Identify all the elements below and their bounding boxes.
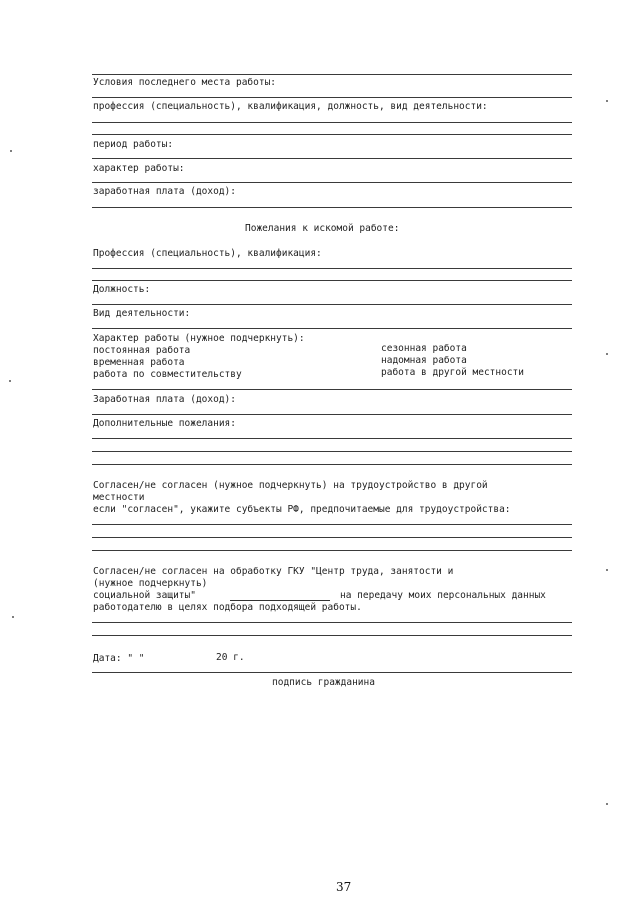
last-job-heading: Условия последнего места работы: [93,77,277,88]
relocation-line-2: местности [93,492,145,503]
scan-speck [606,569,608,571]
consent-line-2: (нужное подчеркнуть) [93,578,208,589]
option-permanent[interactable]: постоянная работа [93,345,191,356]
rule [92,122,572,123]
rule [92,207,572,208]
rule [92,537,572,538]
rule [92,524,572,525]
rule [92,158,572,159]
rule [92,134,572,135]
wishes-profession-label: Профессия (специальность), квалификация: [93,248,322,259]
last-job-salary-label: заработная плата (доход): [93,186,236,197]
rule [92,268,572,269]
rule [92,328,572,329]
signature-caption: подпись гражданина [272,677,375,688]
rule [92,550,572,551]
wishes-character-heading: Характер работы (нужное подчеркнуть): [93,333,305,344]
date-label: Дата: " " [93,653,145,664]
rule [92,97,572,98]
option-other-location[interactable]: работа в другой местности [381,367,524,378]
consent-line-4: работодателю в целях подбора подходящей работы. [93,602,362,613]
scan-speck [606,803,608,805]
last-job-period-label: период работы: [93,139,174,150]
relocation-line-1: Согласен/не согласен (нужное подчеркнуть) на трудоустройство в другой [93,480,488,491]
wishes-salary-label: Заработная плата (доход): [93,394,236,405]
rule [92,414,572,415]
option-temporary[interactable]: временная работа [93,357,185,368]
rule [92,622,572,623]
wishes-activity-label: Вид деятельности: [93,308,191,319]
last-job-profession-label: профессия (специальность), квалификация, должность, вид деятельности: [93,101,488,112]
wishes-heading: Пожелания к искомой работе: [245,223,400,234]
relocation-line-3: если "согласен", укажите субъекты РФ, предпочитаемые для трудоустройства: [93,504,511,515]
page-number: 37 [336,880,352,894]
wishes-position-label: Должность: [93,284,151,295]
consent-line-1: Согласен/не согласен на обработку ГКУ "Центр труда, занятости и [93,566,454,577]
rule [92,304,572,305]
consent-blank-field[interactable] [230,600,330,601]
signature-line[interactable] [92,672,572,673]
rule [92,74,572,75]
consent-line-3a: социальной защиты" [93,590,196,601]
last-job-character-label: характер работы: [93,163,185,174]
scan-speck [606,353,608,355]
consent-line-3b: на передачу моих персональных данных [340,590,546,601]
option-part-time[interactable]: работа по совместительству [93,369,242,380]
scan-speck [10,150,12,152]
option-seasonal[interactable]: сезонная работа [381,343,467,354]
scan-speck [606,100,608,102]
rule [92,182,572,183]
rule [92,464,572,465]
rule [92,438,572,439]
scan-speck [12,616,14,618]
option-home-based[interactable]: надомная работа [381,355,467,366]
date-year: 20 г. [216,652,245,663]
rule [92,389,572,390]
wishes-additional-label: Дополнительные пожелания: [93,418,236,429]
rule [92,451,572,452]
rule [92,280,572,281]
rule [92,635,572,636]
scan-speck [9,380,11,382]
